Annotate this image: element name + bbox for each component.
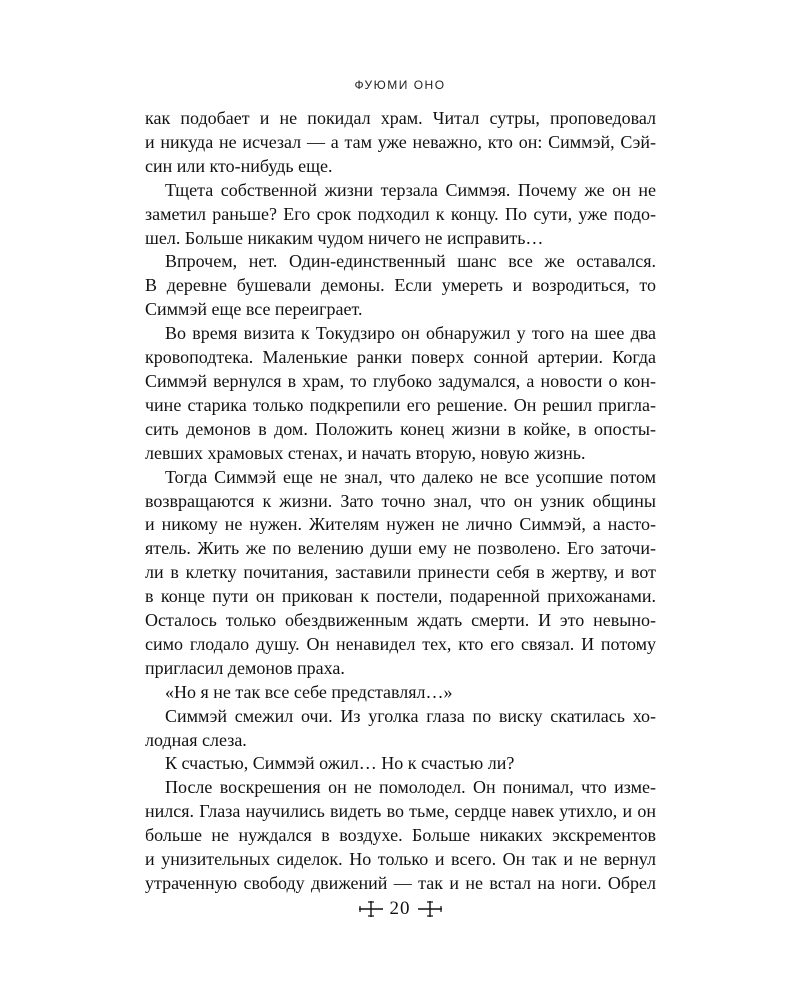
page-number: 20 <box>389 898 411 919</box>
text-line: в конце пути он прикован к постели, подаренной прихожанами. <box>145 586 656 607</box>
text-line: и никому не нужен. Жителям нужен не лично Симмэй, а насто- <box>145 514 656 535</box>
text-line: Симмэй смежил очи. Из уголка глаза по виску скатилась хо- <box>165 705 656 726</box>
text-line: В деревне бушевали демоны. Если умереть и возродиться, то <box>145 275 656 296</box>
text-line: больше не нуждался в воздухе. Больше никаких экскрементов <box>145 825 656 846</box>
page-footer <box>0 898 800 920</box>
text-line: Впрочем, нет. Один-единственный шанс все же оставался. <box>165 251 656 272</box>
text-line: утраченную свободу движений — так и не встал на ноги. Обрел <box>145 873 656 893</box>
text-line: лодная слеза. <box>145 729 247 750</box>
text-line: Во время визита к Токудзиро он обнаружил у того на шее два <box>165 323 656 344</box>
text-line: Тщета собственной жизни терзала Симмэя. Почему же он не <box>165 179 656 200</box>
text-line: и унизительных сиделок. Но только и всего. Он так и не вернул <box>145 849 656 870</box>
text-line: ли в клетку почитания, заставили принести себя в жертву, и вот <box>145 562 656 583</box>
text-line: Симмэй еще все переиграет. <box>145 299 363 320</box>
text-line: сить демонов в дом. Положить конец жизни в койке, в опосты- <box>145 418 656 439</box>
text-line: и никуда не исчезал — а там уже неважно, кто он: Симмэй, Сэй- <box>145 131 656 152</box>
body-text <box>145 107 656 896</box>
text-line: После воскрешения он не помолодел. Он понимал, что изме- <box>165 777 656 798</box>
text-line: чине старика только подкрепили его решение. Он решил пригла- <box>145 394 656 415</box>
text-line: кровоподтека. Маленькие ранки поверх сонной артерии. Когда <box>145 347 656 368</box>
text-line: К счастью, Симмэй ожил… Но к счастью ли? <box>165 753 515 774</box>
running-header: ФУЮМИ ОНО <box>354 78 446 92</box>
text-line: как подобает и не покидал храм. Читал сутры, проповедовал <box>145 108 656 128</box>
text-line: симо глодало душу. Он ненавидел тех, кто его связал. И потому <box>145 633 656 654</box>
text-line: левших храмовых стенах, и начать вторую, новую жизнь. <box>145 442 586 463</box>
text-line: син или кто-нибудь еще. <box>145 155 333 176</box>
text-line: пригласил демонов праха. <box>145 657 345 678</box>
cross-ornament-icon <box>358 899 384 919</box>
text-line: ятель. Жить же по велению души ему не позволено. Его заточи- <box>145 538 656 559</box>
text-line: нился. Глаза научились видеть во тьме, сердце навек утихло, и он <box>145 801 656 822</box>
text-line: заметил раньше? Его срок подходил к концу. По сути, уже подо- <box>145 203 656 224</box>
text-line: шел. Больше никаким чудом ничего не исправить… <box>145 227 544 248</box>
text-line: Осталось только обездвиженным ждать смерти. И это невыно- <box>145 610 656 631</box>
text-line: возвращаются к жизни. Зато точно знал, что он узник общины <box>145 490 656 511</box>
text-line: «Но я не так все себе представлял…» <box>165 681 453 702</box>
cross-ornament-icon <box>417 899 443 919</box>
text-line: Тогда Симмэй еще не знал, что далеко не все усопшие потом <box>165 466 656 487</box>
text-line: Симмэй вернулся в храм, то глубоко задумался, а новости о кон- <box>145 370 656 391</box>
